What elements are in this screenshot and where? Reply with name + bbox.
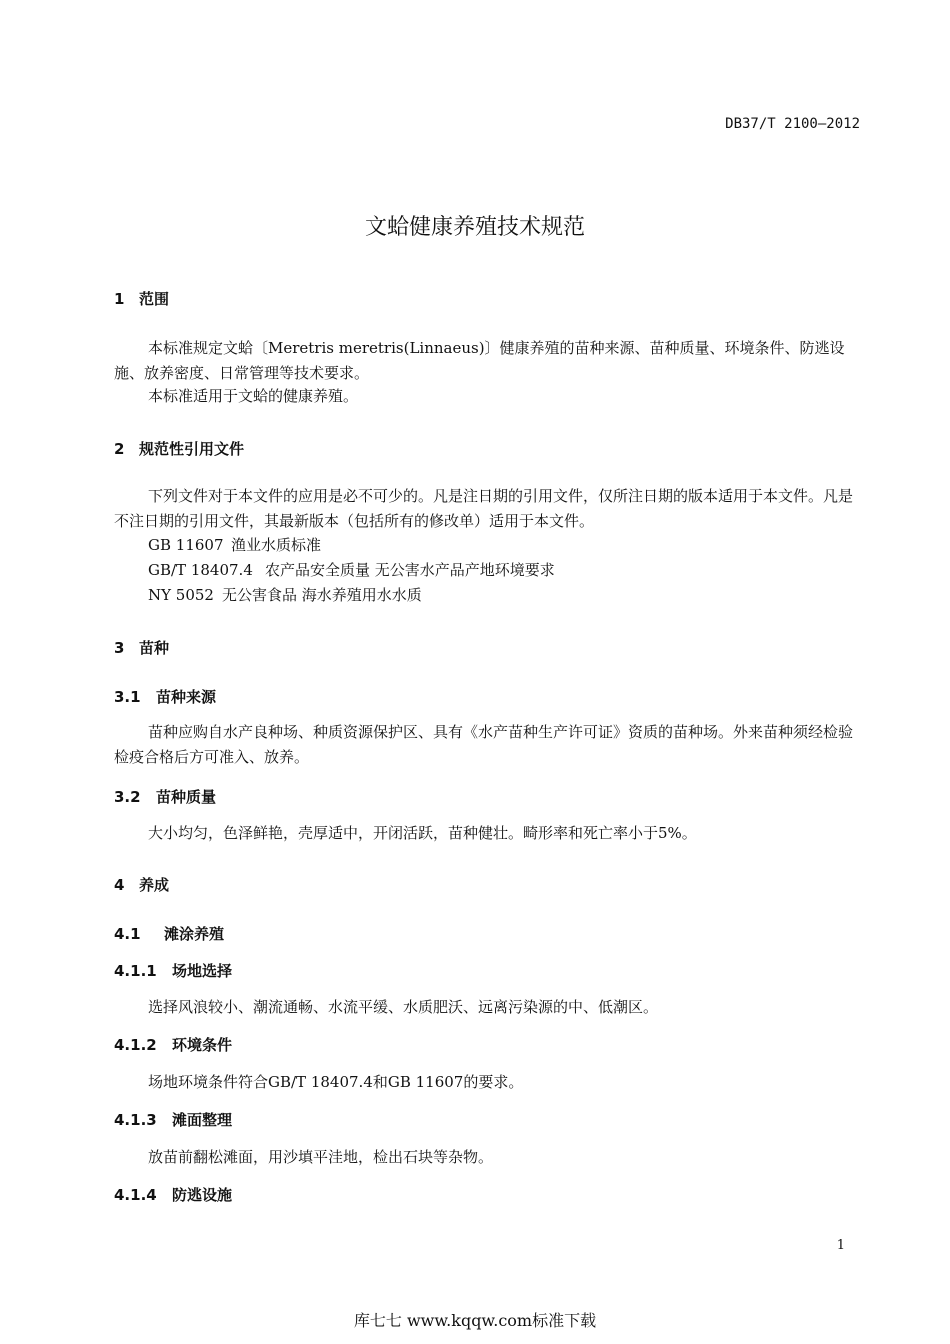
reference-name: 农产品安全质量 无公害水产品产地环境要求 [265, 561, 555, 579]
reference-code: GB/T 18407.4 [148, 561, 253, 579]
section-title: 苗种质量 [156, 788, 217, 806]
section-number: 2 [114, 440, 125, 458]
section-number: 4.1.2 [114, 1036, 157, 1054]
section-number: 3.2 [114, 788, 141, 806]
section-title: 苗种来源 [156, 688, 217, 706]
section-4-1-4-heading [114, 1184, 232, 1205]
section-title: 防逃设施 [172, 1186, 233, 1204]
reference-item [148, 584, 422, 605]
section-2-paragraph-1: 下列文件对于本文件的应用是必不可少的。凡是注日期的引用文件，仅所注日期的版本适用于本文件。凡是不注日期的引用文件，其最新版本（包括所有的修改单）适用于本文件。 [114, 487, 854, 530]
section-1-heading [114, 288, 169, 309]
section-3-1-paragraph: 苗种应购自水产良种场、种质资源保护区、具有《水产苗种生产许可证》资质的苗种场。外来苗种须经检验检疫合格后方可准入、放养。 [114, 723, 854, 766]
page-number: 1 [836, 1238, 845, 1253]
reference-item [148, 534, 321, 555]
section-title: 范围 [139, 290, 170, 308]
section-title: 养成 [139, 876, 170, 894]
section-2-heading [114, 438, 244, 459]
section-title: 滩涂养殖 [164, 925, 225, 943]
reference-item [148, 559, 555, 580]
section-4-1-1-paragraph: 选择风浪较小、潮流通畅、水流平缓、水质肥沃、远离污染源的中、低潮区。 [148, 998, 659, 1016]
section-title: 场地选择 [172, 962, 233, 980]
section-number: 4 [114, 876, 125, 894]
document-code: DB37/T 2100—2012 [725, 116, 860, 132]
section-title: 规范性引用文件 [139, 440, 245, 458]
section-4-1-3-paragraph: 放苗前翻松滩面，用沙填平洼地，检出石块等杂物。 [148, 1148, 494, 1166]
section-4-1-3-heading [114, 1109, 232, 1130]
section-number: 4.1.1 [114, 962, 157, 980]
section-3-2-paragraph: 大小均匀，色泽鲜艳，壳厚适中，开闭活跃，苗种健壮。畸形率和死亡率小于5%。 [148, 824, 697, 842]
section-4-heading [114, 874, 169, 895]
section-number: 4.1.4 [114, 1186, 157, 1204]
section-4-1-heading [114, 923, 224, 944]
section-title: 滩面整理 [172, 1111, 233, 1129]
section-number: 4.1 [114, 925, 141, 943]
section-4-1-2-heading [114, 1034, 232, 1055]
section-4-1-1-heading [114, 960, 232, 981]
document-title: 文蛤健康养殖技术规范 [364, 215, 585, 240]
section-1-paragraph-1: 本标准规定文蛤〔Meretris meretris(Linnaeus)〕健康养殖的苗种来源、苗种质量、环境条件、防逃设施、放养密度、日常管理等技术要求。 [114, 339, 845, 382]
section-1-paragraph-2: 本标准适用于文蛤的健康养殖。 [148, 387, 359, 405]
section-4-1-2-paragraph: 场地环境条件符合GB/T 18407.4和GB 11607的要求。 [148, 1073, 524, 1091]
section-number: 4.1.3 [114, 1111, 157, 1129]
reference-name: 无公害食品 海水养殖用水水质 [222, 586, 422, 604]
reference-name: 渔业水质标准 [231, 536, 322, 554]
section-number: 1 [114, 290, 125, 308]
section-number: 3.1 [114, 688, 141, 706]
section-title: 苗种 [139, 639, 170, 657]
section-3-2-heading [114, 786, 216, 807]
footer-watermark: 库七七 www.kqqw.com标准下载 [353, 1311, 597, 1330]
reference-code: GB 11607 [148, 536, 224, 554]
section-title: 环境条件 [172, 1036, 233, 1054]
section-3-heading [114, 637, 169, 658]
section-number: 3 [114, 639, 125, 657]
reference-code: NY 5052 [148, 586, 214, 604]
section-3-1-heading [114, 686, 216, 707]
